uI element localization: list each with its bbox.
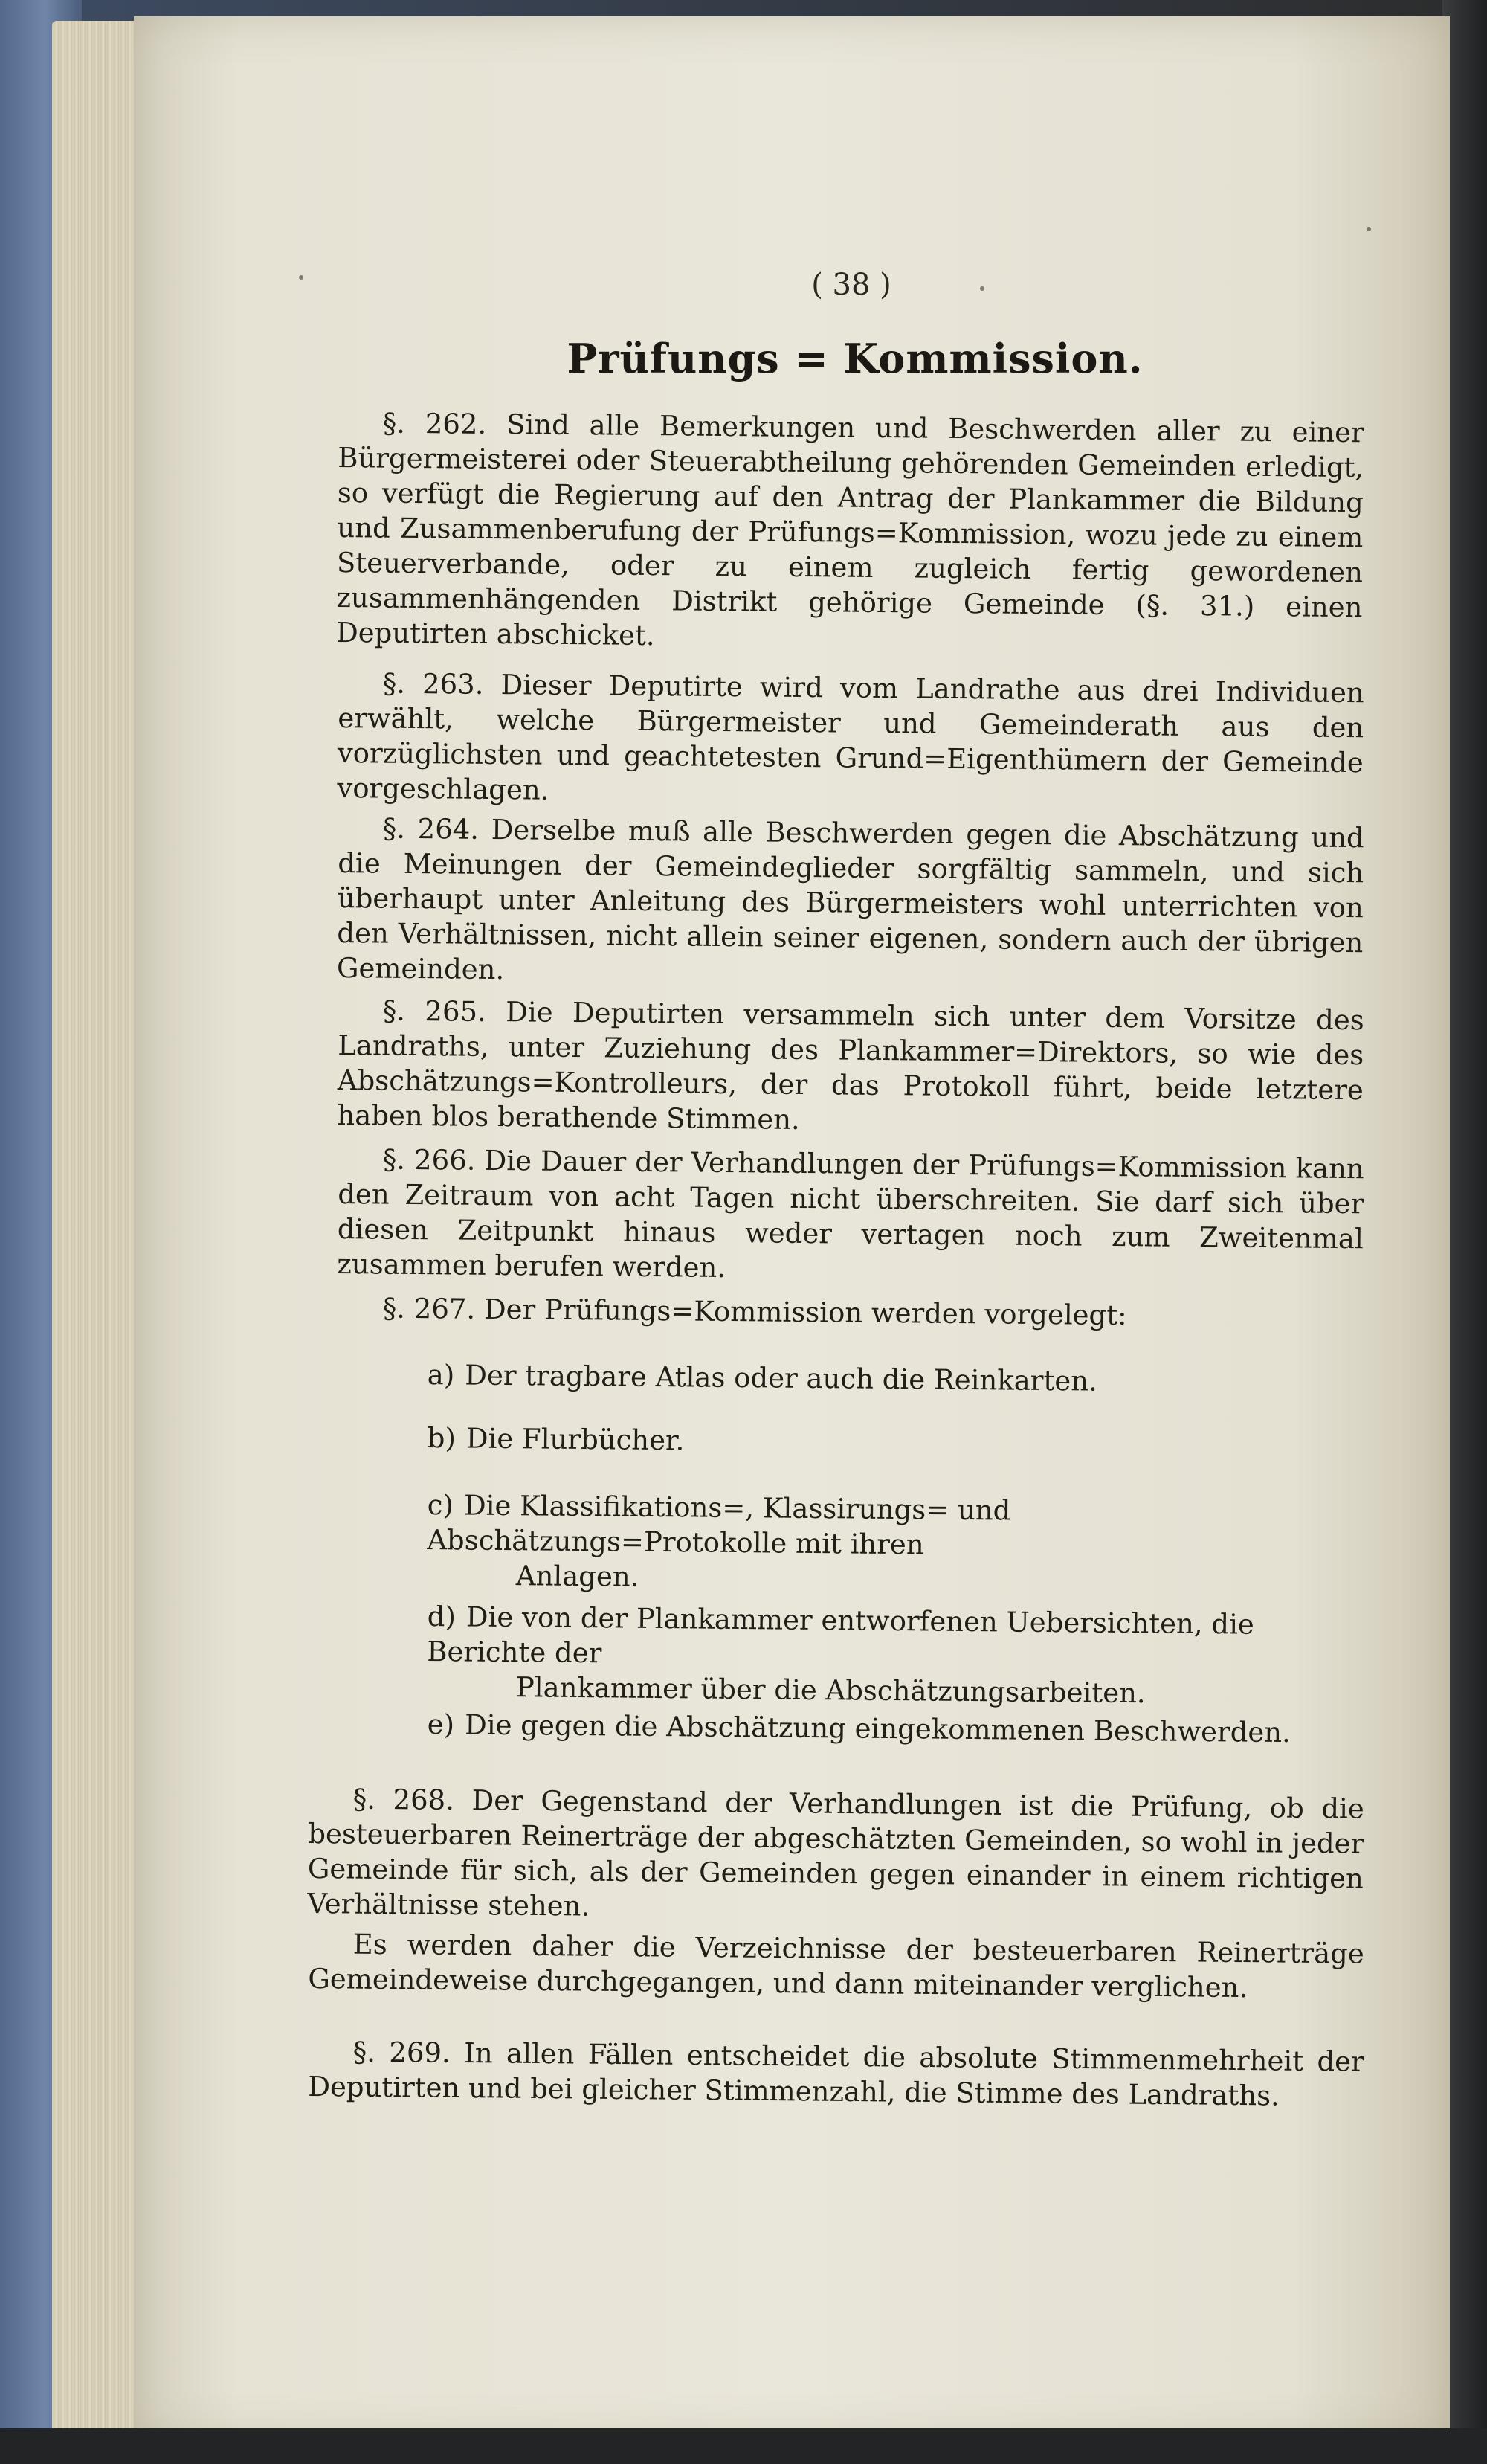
paragraph-266 [337, 1142, 1364, 1291]
paragraph-268-continued [308, 1926, 1364, 2007]
paragraph-264 [337, 811, 1364, 995]
list-item-text: Die von der Plankammer entworfenen Uebersichten, die Berichte der [427, 1601, 1255, 1670]
list-item-text: Die Klassifikations=, Klassirungs= und Abschätzungs=Protokolle mit ihren [427, 1489, 1011, 1561]
paragraph-text: Die Dauer der Verhandlungen der Prüfungs=Kommission kann den Zeitraum von acht Tagen nicht überschreiten. Sie darf sich über diesen Zeitpunkt hinaus weder vertagen noch zum Zweitenmal zusammen berufen werden. [337, 1144, 1364, 1284]
paragraph-text: Derselbe muß alle Beschwerden gegen die Abschätzung und die Meinungen der Gemeindeglieder sorgfältig sammeln, und sich überhaupt unter Anleitung des Bürgermeisters wohl unterrichten von den Verhältnissen, nicht allein seiner eigenen, sondern auch der übrigen Gemeinden. [336, 813, 1364, 986]
paragraph-symbol: §. 264. [382, 812, 480, 846]
page-edges [52, 21, 141, 2438]
list-item-c [427, 1487, 1364, 1601]
paragraph-symbol: §. 263. [382, 667, 484, 701]
paragraph-text: Dieser Deputirte wird vom Landrathe aus drei Individuen erwählt, welche Bürgermeister und Gemeinderath aus den vorzüglichsten und geachtetesten Grund=Eigenthümern der Gemeinde vorgeschlagen. [337, 669, 1364, 806]
paragraph-263 [337, 666, 1364, 815]
ink-speck [980, 286, 984, 291]
list-item-continuation: Anlagen. [515, 1560, 639, 1593]
paragraph-symbol: §. 267. [382, 1292, 476, 1325]
ink-speck [1367, 227, 1371, 231]
list-item-label: b) [427, 1421, 457, 1455]
paragraph-265 [337, 993, 1364, 1142]
ink-speck [299, 275, 303, 280]
page-number: ( 38 ) [811, 268, 891, 302]
list-item-label: a) [427, 1358, 455, 1392]
paragraph-symbol [309, 1928, 353, 1960]
list-item-text: Der tragbare Atlas oder auch die Reinkarten. [465, 1359, 1098, 1397]
paragraph-269 [308, 2034, 1364, 2114]
list-item-label: c) [427, 1488, 454, 1522]
list-item-text: Die Flurbücher. [465, 1422, 685, 1457]
paragraph-symbol: §. 265. [382, 994, 487, 1028]
scan-bottom-edge [0, 2428, 1487, 2464]
paragraph-text: In allen Fällen entscheidet die absolute Stimmenmehrheit der Deputirten und bei gleicher Stimmenzahl, die Stimme des Landraths. [308, 2037, 1364, 2112]
paragraph-text: Der Gegenstand der Verhandlungen ist die Prüfung, ob die besteuerbaren Reinerträge der abgeschätzten Gemeinden, so wohl in jeder Gemeinde für sich, als der Gemeinden gegen einander in einem richtigen Verhältnisse stehen. [307, 1784, 1364, 1923]
paragraph-text: Es werden daher die Verzeichnisse der besteuerbaren Reinerträge Gemeindeweise durchgegangen, und dann miteinander verglichen. [308, 1928, 1364, 2004]
paragraph-262 [336, 405, 1364, 660]
paragraph-text: Sind alle Bemerkungen und Beschwerden aller zu einer Bürgermeisterei oder Steuerabtheilung gehörenden Gemeinden erledigt, so verfügt die Regierung auf den Antrag der Plankammer die Bildung und Zusammenberufung der Prüfungs=Kommission, wozu jede zu einem Steuerverbande, oder zu einem zugleich fertig gewordenen zusammenhängenden Distrikt gehörige Gemeinde (§. 31.) einen Deputirten abschicket. [335, 408, 1364, 652]
paragraph-symbol: §. 269. [352, 2036, 451, 2069]
section-heading: Prüfungs = Kommission. [567, 335, 1144, 382]
paragraph-268 [307, 1781, 1364, 1931]
list-item-continuation: Plankammer über die Abschätzungsarbeiten. [515, 1671, 1146, 1710]
paragraph-text: Die Deputirten versammeln sich unter dem Vorsitze des Landraths, unter Zuziehung des Plankammer=Direktors, so wie des Abschätzungs=Kontrolleurs, der das Protokoll führt, beide letztere haben blos berathende Stimmen. [337, 996, 1364, 1136]
list-item-label: e) [427, 1708, 455, 1741]
paragraph-symbol: §. 268. [352, 1783, 455, 1816]
paragraph-symbol: §. 266. [382, 1143, 476, 1177]
paragraph-symbol: §. 262. [382, 407, 487, 440]
list-item-text: Die gegen die Abschätzung eingekommenen Beschwerden. [464, 1708, 1291, 1749]
list-item-label: d) [427, 1601, 457, 1633]
list-item-d [427, 1599, 1364, 1713]
paragraph-text: Der Prüfungs=Kommission werden vorgelegt: [483, 1293, 1127, 1332]
